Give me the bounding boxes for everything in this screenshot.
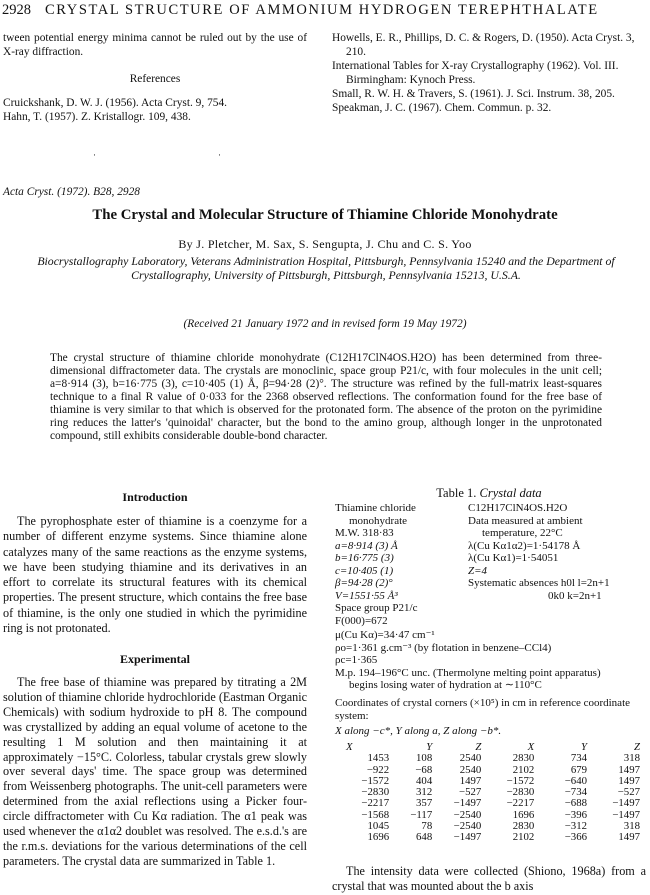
crystal-data-item: λ(Cu Kα1)=1·54051 [468,552,559,564]
table-cell: 734 [570,752,588,765]
reference-item: Small, R. W. H. & Travers, S. (1961). J. Sci. Instrum. 38, 205. [332,88,615,100]
crystal-data-item: ρc=1·365 [335,654,378,666]
table-cell: 679 [570,763,588,776]
crystal-data-item: ρo=1·361 g.cm⁻³ (by flotation in benzene–CCl4) [335,641,552,654]
introduction-text: The pyrophosphate ester of thiamine is a coenzyme for a number of different enzyme systems. Since thiamine alone catalyzes many of the same reactions as the enzyme systems, we have been studying thiamine and its derivatives in an effort to correlate its structural features with its chemical properties. The present structure, which contains the free base of thiamine, is the only one studied in which the pyrimidine ring is not protonated. [3,514,307,636]
received-date: (Received 21 January 1972 and in revised form 19 May 1972) [183,318,467,330]
table-caption-title: Crystal data [479,486,542,500]
table-cell: −922 [366,763,390,776]
crystal-data-item: Thiamine chloride [335,502,416,514]
table-cell: −1497 [612,797,640,810]
table-cell: −2830 [506,786,535,799]
table-row [340,753,640,764]
axes-note: X along −c*, Y along a, Z along −b*. [335,725,502,737]
abstract: The crystal structure of thiamine chloride monohydrate (C12H17ClN4OS.H2O) has been determined from three-dimensional diffractometer data. The crystals are monoclinic, space group P21/c, with four molecules in the unit cell; a=8·914 (3), b=16·775 (3), c=10·405 (1) Å, β=94·28 (2)°. The structure was refined by the full-matrix least-squares technique to a final R value of 0·033 for the 2368 observed reflections. The conformation found for the free base of thiamine is very similar to that which is observed for the protonated form. The absence of the proton on the pyrimidine ring reduces the latter's 'quinoidal' character, but the bond to the amino group, although longer in the unprotonated compound, still exhibits considerable double-bond character. [50,352,602,442]
table-cell: 318 [623,752,640,765]
table-cell: 2540 [459,752,482,765]
authors: By J. Pletcher, M. Sax, S. Sengupta, J. Chu and C. S. Yoo [178,237,472,251]
intensity-text: The intensity data were collected (Shiono, 1968a) from a crystal that was mounted about the b axis [332,864,646,893]
table-cell: −2830 [361,786,390,799]
reference-item: International Tables for X-ray Crystallography (1962). Vol. III. Birmingham: Kynoch Press. [332,60,619,86]
table-cell: 1497 [618,763,640,776]
running-title: CRYSTAL STRUCTURE OF AMMONIUM HYDROGEN TEREPHTHALATE [45,2,599,18]
table-cell: −688 [564,797,588,810]
crystal-data-item: begins losing water of hydration at ∼110°C [349,679,542,691]
table-cell: 357 [416,797,433,810]
reference-item: Cruickshank, D. W. J. (1956). Acta Cryst. 9, 754. [3,97,228,109]
table-cell: 1696 [367,831,390,844]
table-cell: 1497 [618,774,640,787]
table-cell: −312 [564,820,588,833]
table-cell: 2540 [459,763,482,776]
table-cell: 2102 [512,763,535,776]
separator-dot: · [93,150,96,160]
crystal-data-item: monohydrate [349,514,408,527]
crystal-data-item: V=1551·55 Å³ [335,589,398,602]
table-cell: 2830 [512,820,535,833]
journal-citation: Acta Cryst. (1972). B28, 2928 [3,186,140,198]
prev-article-tail: tween potential energy minima cannot be ruled out by the use of X-ray diffraction. [3,32,307,58]
crystal-data-item: λ(Cu Kα1α2)=1·54178 Å [468,539,581,552]
crystal-data-item: Z=4 [468,564,488,577]
references-right [332,31,646,115]
crystal-data-item: M.p. 194–196°C unc. (Thermolyne melting point apparatus) [335,666,601,679]
table-cell: −2540 [453,820,482,833]
table-cell: −366 [564,831,588,844]
table-cell: 78 [421,820,433,833]
experimental-heading: Experimental [120,652,190,666]
crystal-data-item: M.W. 318·83 [335,527,394,539]
article-title: The Crystal and Molecular Structure of Thiamine Chloride Monohydrate [92,207,558,223]
column-header: Y [581,741,588,753]
crystal-data-left [335,502,475,627]
table-cell: 312 [416,786,433,799]
table-cell: −68 [415,763,433,776]
table-cell: 2102 [512,831,535,844]
table-cell: −734 [564,786,588,799]
crystal-data-item: 0k0 k=2n+1 [548,589,602,602]
table-cell: −640 [564,774,588,787]
crystal-data-item: c=10·405 (1) [335,564,394,577]
separator-dot: · [218,150,221,160]
reference-item: Speakman, J. C. (1967). Chem. Commun. p. 32. [332,102,552,114]
table-cell: 2830 [512,752,535,765]
crystal-data-item: μ(Cu Kα)=34·47 cm⁻¹ [335,629,435,641]
crystal-data-item: temperature, 22°C [482,527,563,539]
table-caption [332,486,646,501]
table-cell: −396 [564,808,588,821]
table-cell: 1045 [367,820,390,833]
table-cell: 1497 [618,831,640,844]
page-number: 2928 [2,2,31,18]
table-cell: 108 [416,752,433,765]
crystal-data-item: a=8·914 (3) Å [335,539,398,552]
references-heading: References [129,73,181,85]
crystal-data-item: β=94·28 (2)° [335,577,393,589]
corner-coordinates-table [340,742,640,844]
table-cell: −527 [459,786,482,799]
table-row [340,832,640,843]
reference-item: Howells, E. R., Phillips, D. C. & Rogers, D. (1950). Acta Cryst. 3, 210. [332,32,635,58]
crystal-data-item: b=16·775 (3) [335,552,394,564]
introduction-heading: Introduction [122,490,188,504]
column-header: X [527,741,535,753]
table-cell: −2217 [361,797,390,810]
table-cell: 1696 [512,808,535,821]
table-cell: −1572 [506,774,535,787]
table-cell: 648 [416,831,433,844]
reference-item: Hahn, T. (1957). Z. Kristallogr. 109, 438. [3,111,191,123]
table-cell: −1572 [361,774,390,787]
column-header: X [346,741,353,753]
table-cell: −1568 [361,808,390,821]
column-header: Z [633,741,640,753]
crystal-data-item: Space group P21/c [335,602,418,614]
crystal-data-item: C12H17ClN4OS.H2O [468,502,568,514]
table-cell: −1497 [453,831,482,844]
coords-note: Coordinates of crystal corners (×10⁵) in cm in reference coordinate system: [335,697,631,722]
table-cell: 318 [623,820,640,833]
table-caption-label: Table 1. [436,486,477,500]
crystal-data-right [468,502,648,602]
crystal-data-item: Systematic absences h0l l=2n+1 [468,577,610,589]
column-header: Y [426,741,433,753]
affiliation: Biocrystallography Laboratory, Veterans Administration Hospital, Pittsburgh, Pennsylvania 15240 and the Department of Crystallography, University of Pittsburgh, Pittsburgh, Pennsylvania 15213, U.S.A. [37,254,615,282]
table-cell: −1497 [453,797,482,810]
experimental-text: The free base of thiamine was prepared by titrating a 2M solution of thiamine chloride hydrochloride (Eastman Organic Chemicals) with sodium hydroxide to pH 8. The compound was crystallized by adding an equal volume of acetone to the resulting 1 M solution and then maintaining it at approximately −15°C. Colorless, tabular crystals grew slowly over several days' time. The space group was determined from Weissenberg photographs. The unit-cell parameters were determined from the axial reflections using a Picker four-circle diffractometer with Cu Kα radiation. The α1 peak was used whenever the α1α2 doublet was resolved. The e.s.d.'s are the r.m.s. deviations for the various determinations of the cell parameters. The crystal data are summarized in Table 1. [3,675,307,868]
crystal-data-extra [335,629,647,692]
references-left [3,96,307,124]
table-cell: 1497 [459,774,482,787]
table-cell: −2217 [506,797,535,810]
table-cell: −1497 [612,808,640,821]
table-cell: −117 [410,808,433,821]
column-header: Z [475,741,482,753]
table-cell: 1453 [367,752,390,765]
table-cell: 404 [416,774,433,787]
crystal-data-item: Data measured at ambient [468,514,583,527]
table-cell: −2540 [453,808,482,821]
running-header [2,2,642,19]
table-cell: −527 [617,786,640,799]
crystal-data-item: F(000)=672 [335,614,388,627]
